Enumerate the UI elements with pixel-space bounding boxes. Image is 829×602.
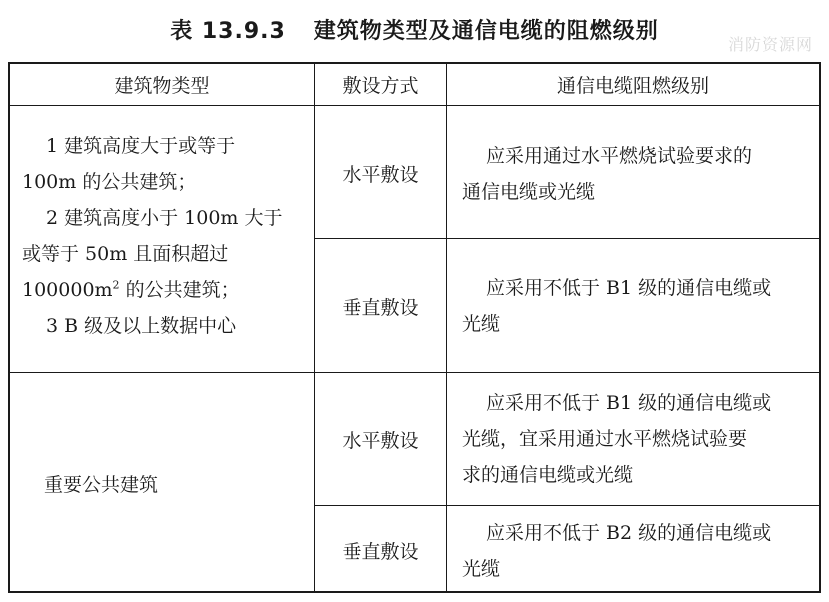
type-line: 或等于 50m 且面积超过 [22,243,229,265]
level-line: 通信电缆或光缆 [462,181,596,203]
table-title-text: 建筑物类型及通信电缆的阻燃级别 [313,19,659,44]
row-divider-1 [314,238,821,239]
type-line: 2 建筑高度小于 100m 大于 [46,207,283,229]
header-fire-rating: 通信电缆阻燃级别 [556,75,709,97]
group2-level-vertical [462,515,812,587]
area-suffix: 的公共建筑； [119,279,240,301]
group1-method-vertical: 垂直敷设 [342,297,419,319]
border-right [819,62,821,593]
group2-method-horizontal: 水平敷设 [342,430,419,452]
table-title [0,14,829,45]
type-line: 100m 的公共建筑； [22,171,197,193]
header-divider [8,105,821,106]
level-line: 光缆，宜采用通过水平燃烧试验要 [462,428,748,450]
group1-level-horizontal [462,138,812,210]
level-line: 应采用不低于 B1 级的通信电缆或 [486,392,772,414]
group2-level-horizontal [462,385,812,493]
col-divider-2 [446,62,447,593]
level-line: 应采用不低于 B2 级的通信电缆或 [486,522,772,544]
header-install-method: 敷设方式 [342,75,419,97]
level-line: 应采用不低于 B1 级的通信电缆或 [486,277,772,299]
border-top [8,62,821,64]
type-line: 1 建筑高度大于或等于 [46,135,236,157]
group1-building-type [22,128,302,344]
group1-method-horizontal: 水平敷设 [342,164,419,186]
row-divider-2 [314,505,821,506]
header-building-type: 建筑物类型 [114,75,210,97]
group2-method-vertical: 垂直敷设 [342,541,419,563]
table-number: 表 13.9.3 [170,19,286,44]
level-line: 求的通信电缆或光缆 [462,464,634,486]
group-divider [8,372,821,373]
level-line: 光缆 [462,313,501,335]
border-bottom [8,591,821,593]
area-value: 100000m [22,279,113,301]
level-line: 光缆 [462,558,501,580]
col-divider-1 [314,62,315,593]
watermark: 消防资源网 [727,35,813,54]
group2-building-type: 重要公共建筑 [44,474,159,496]
type-line: 3 B 级及以上数据中心 [46,315,237,337]
level-line: 应采用通过水平燃烧试验要求的 [486,145,753,167]
group1-level-vertical [462,270,812,342]
area-exponent: 2 [112,278,120,292]
border-left [8,62,10,593]
type-line-area [22,272,302,308]
